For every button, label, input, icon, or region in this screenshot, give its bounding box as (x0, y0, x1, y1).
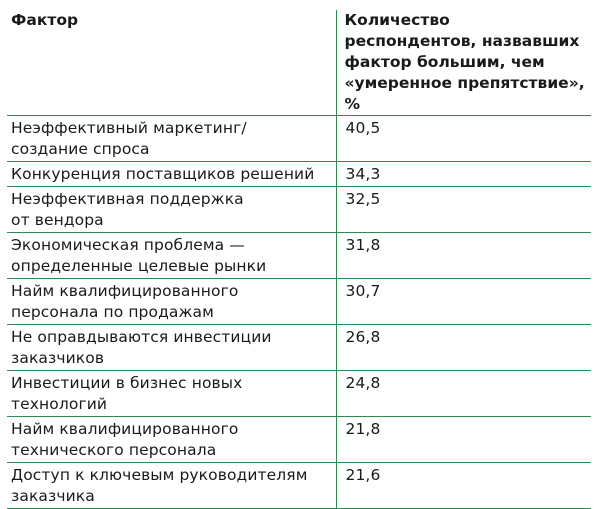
factor-text-line: технического персонала (11, 441, 217, 459)
percent-value-cell: 30,7 (336, 279, 591, 325)
percent-value-cell: 40,5 (336, 116, 591, 162)
factor-text-line: создание спроса (11, 140, 150, 158)
factor-text-line: заказчиков (11, 349, 105, 367)
header-factor: Фактор (7, 10, 336, 116)
factors-table (7, 10, 591, 509)
factor-text-line: от вендора (11, 211, 104, 229)
factor-text-line: Доступ к ключевым руководителям (11, 466, 308, 484)
table-row (7, 417, 591, 463)
factor-cell (7, 325, 336, 371)
factor-cell (7, 371, 336, 417)
factor-text-line: Неэффективный маркетинг/ (11, 119, 247, 137)
table-body (7, 116, 591, 509)
factor-text-line: Инвестиции в бизнес новых (11, 374, 243, 392)
factor-text-line: технологий (11, 395, 108, 413)
header-respondents-percent: Количество респондентов, назвавших фактор большим, чем «умеренное препятствие», % (336, 10, 591, 116)
factor-text-line: определенные целевые рынки (11, 257, 267, 275)
table-row (7, 371, 591, 417)
table-row (7, 162, 591, 187)
table-row (7, 279, 591, 325)
percent-value-cell: 24,8 (336, 371, 591, 417)
percent-value-cell: 32,5 (336, 187, 591, 233)
factor-text-line: заказчика (11, 487, 95, 505)
factor-text-line: Найм квалифицированного (11, 420, 239, 438)
percent-value-cell: 31,8 (336, 233, 591, 279)
factor-cell (7, 187, 336, 233)
factor-text-line: Экономическая проблема — (11, 236, 245, 254)
table-header-row (7, 10, 591, 116)
factor-cell (7, 417, 336, 463)
factor-cell (7, 463, 336, 509)
factor-text-line: Не оправдываются инвестиции (11, 328, 272, 346)
percent-value-cell: 26,8 (336, 325, 591, 371)
table-row (7, 325, 591, 371)
factor-cell (7, 162, 336, 187)
factor-text-line: Неэффективная поддержка (11, 190, 244, 208)
factor-cell (7, 233, 336, 279)
factor-cell (7, 279, 336, 325)
factor-text-line: Конкуренция поставщиков решений (11, 165, 315, 183)
table-row (7, 233, 591, 279)
factor-cell (7, 116, 336, 162)
percent-value-cell: 21,6 (336, 463, 591, 509)
factor-text-line: Найм квалифицированного (11, 282, 239, 300)
factor-text-line: персонала по продажам (11, 303, 214, 321)
table-row (7, 116, 591, 162)
percent-value-cell: 34,3 (336, 162, 591, 187)
table-row (7, 463, 591, 509)
percent-value-cell: 21,8 (336, 417, 591, 463)
table-row (7, 187, 591, 233)
